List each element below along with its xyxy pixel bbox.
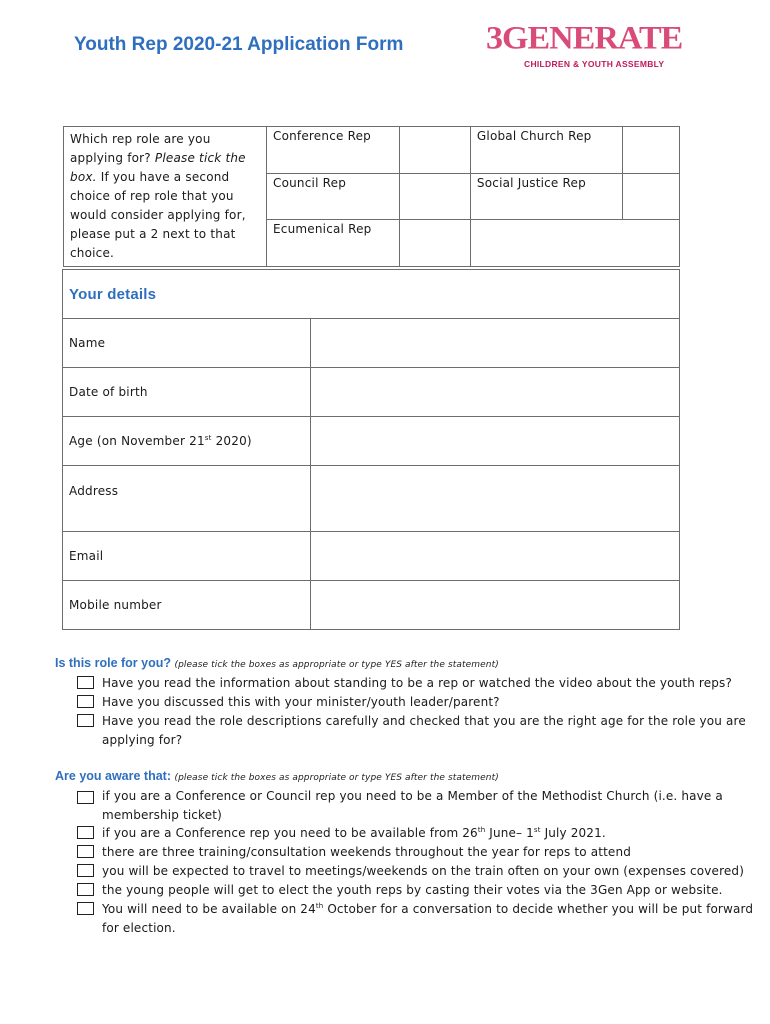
logo-subtitle: CHILDREN & YOUTH ASSEMBLY (524, 59, 665, 69)
role-check-item: Have you read the information about standing to be a rep or watched the video about the youth reps? (77, 674, 757, 693)
mobile-label: Mobile number (63, 581, 311, 630)
role-check-item: Have you read the role descriptions carefully and checked that you are the right age for the role you are applying for? (77, 712, 757, 750)
checkbox[interactable] (77, 826, 94, 839)
aware-item: You will need to be available on 24th October for a conversation to decide whether you will be put forward for election. (77, 900, 757, 938)
your-details-table (62, 269, 680, 630)
dob-label: Date of birth (63, 368, 311, 417)
aware-heading: Are you aware that: (please tick the boxes as appropriate or type YES after the statement) (55, 769, 499, 783)
aware-item: there are three training/consultation weekends throughout the year for reps to attend (77, 843, 757, 862)
role-check-heading: Is this role for you? (please tick the boxes as appropriate or type YES after the statement) (55, 656, 499, 670)
checkbox[interactable] (77, 883, 94, 896)
rep-role-question: Which rep role are you applying for? Please tick the box. If you have a second choice of rep role that you would consider applying for, please put a 2 next to that choice. (64, 127, 267, 267)
address-field[interactable] (311, 466, 680, 532)
your-details-heading: Your details (63, 270, 680, 319)
3generate-logo (486, 20, 683, 74)
address-label: Address (63, 466, 311, 532)
rep-role-table (63, 126, 680, 267)
name-field[interactable] (311, 319, 680, 368)
mobile-field[interactable] (311, 581, 680, 630)
aware-item: if you are a Conference or Council rep you need to be a Member of the Methodist Church (i.e. have a membership ticket) (77, 787, 757, 825)
checkbox[interactable] (77, 714, 94, 727)
global-church-rep-checkbox[interactable] (623, 127, 680, 174)
page-title: Youth Rep 2020-21 Application Form (74, 34, 404, 55)
aware-item: if you are a Conference rep you need to be available from 26th June– 1st July 2021. (77, 824, 757, 843)
age-label: Age (on November 21st 2020) (63, 417, 311, 466)
ecumenical-rep-label: Ecumenical Rep (267, 220, 400, 267)
logo-wordmark: 3GENERATE (486, 20, 683, 57)
checkbox[interactable] (77, 845, 94, 858)
conference-rep-checkbox[interactable] (399, 127, 470, 174)
council-rep-label: Council Rep (267, 173, 400, 220)
global-church-rep-label: Global Church Rep (470, 127, 622, 174)
email-field[interactable] (311, 532, 680, 581)
email-label: Email (63, 532, 311, 581)
conference-rep-label: Conference Rep (267, 127, 400, 174)
social-justice-rep-checkbox[interactable] (623, 173, 680, 220)
social-justice-rep-label: Social Justice Rep (470, 173, 622, 220)
empty-cell (470, 220, 679, 267)
checkbox[interactable] (77, 902, 94, 915)
tick-instruction: Please tick the box. (70, 151, 246, 184)
aware-item: you will be expected to travel to meetings/weekends on the train often on your own (expenses covered) (77, 862, 757, 881)
council-rep-checkbox[interactable] (399, 173, 470, 220)
checkbox[interactable] (77, 864, 94, 877)
dob-field[interactable] (311, 368, 680, 417)
name-label: Name (63, 319, 311, 368)
aware-note: (please tick the boxes as appropriate or type YES after the statement) (174, 773, 499, 783)
checkbox[interactable] (77, 676, 94, 689)
checkbox[interactable] (77, 791, 94, 804)
age-field[interactable] (311, 417, 680, 466)
role-check-note: (please tick the boxes as appropriate or type YES after the statement) (174, 660, 499, 670)
role-check-item: Have you discussed this with your minister/youth leader/parent? (77, 693, 757, 712)
aware-item: the young people will get to elect the youth reps by casting their votes via the 3Gen App or website. (77, 881, 757, 900)
ecumenical-rep-checkbox[interactable] (399, 220, 470, 267)
checkbox[interactable] (77, 695, 94, 708)
